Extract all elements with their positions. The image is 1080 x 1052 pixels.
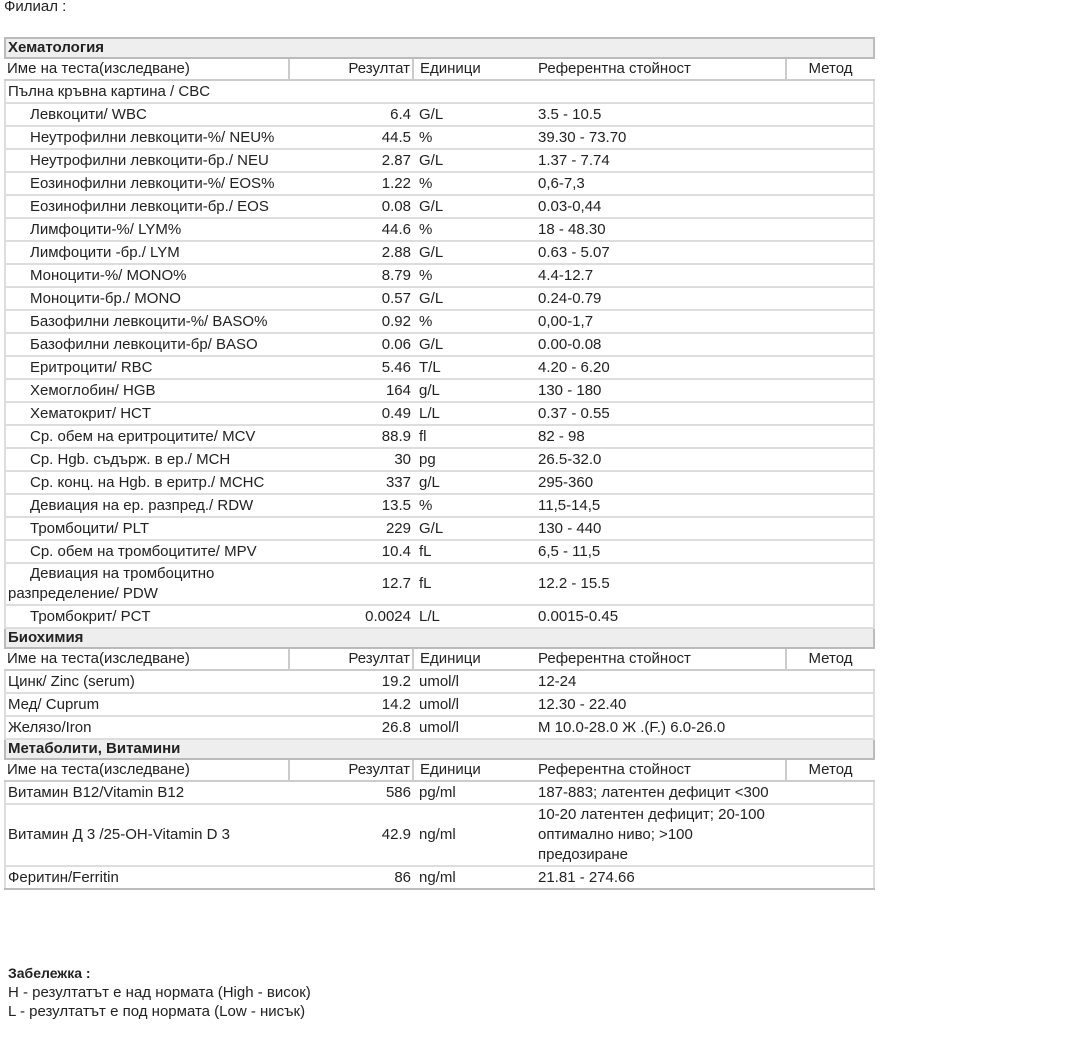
test-units: % — [413, 310, 536, 333]
table-row — [5, 356, 874, 379]
test-units: % — [413, 126, 536, 149]
test-name: Еозинофилни левкоцити-%/ EOS% — [5, 172, 289, 195]
column-header-units: Единици — [413, 648, 536, 670]
test-result: 42.9 — [289, 804, 413, 866]
table-row — [5, 494, 874, 517]
test-name: Моноцити-%/ MONO% — [5, 264, 289, 287]
test-units: umol/l — [413, 670, 536, 693]
test-reference: 6,5 - 11,5 — [536, 540, 786, 563]
test-name: Ср. конц. на Hgb. в еритр./ MCHC — [5, 471, 289, 494]
test-reference: 39.30 - 73.70 — [536, 126, 786, 149]
test-reference: 0,6-7,3 — [536, 172, 786, 195]
test-reference: 130 - 180 — [536, 379, 786, 402]
test-method — [786, 716, 874, 739]
test-name: Витамин B12/Vitamin B12 — [5, 781, 289, 804]
column-header-units: Единици — [413, 58, 536, 80]
test-name: Базофилни левкоцити-%/ BASO% — [5, 310, 289, 333]
test-result: 5.46 — [289, 356, 413, 379]
test-reference: 4.4-12.7 — [536, 264, 786, 287]
test-method — [786, 693, 874, 716]
note-line-high: H - резултатът е над нормата (High - висок) — [8, 984, 311, 1001]
table-row — [5, 804, 874, 866]
test-units: fL — [413, 563, 536, 605]
table-row — [5, 781, 874, 804]
test-units: G/L — [413, 333, 536, 356]
test-units: fL — [413, 540, 536, 563]
section-title: Хематология — [5, 38, 874, 58]
test-result: 337 — [289, 471, 413, 494]
test-result: 164 — [289, 379, 413, 402]
test-name: Витамин Д 3 /25-OH-Vitamin D 3 — [5, 804, 289, 866]
test-name: Желязо/Iron — [5, 716, 289, 739]
note-title: Забележка : — [8, 965, 91, 981]
test-reference: 82 - 98 — [536, 425, 786, 448]
test-result: 44.6 — [289, 218, 413, 241]
table-row — [5, 471, 874, 494]
test-result: 14.2 — [289, 693, 413, 716]
test-method — [786, 804, 874, 866]
note — [8, 964, 311, 1021]
test-name: Феритин/Ferritin — [5, 866, 289, 889]
test-name: Ср. обем на еритроцитите/ MCV — [5, 425, 289, 448]
table-row — [5, 241, 874, 264]
test-method — [786, 866, 874, 889]
test-method — [786, 264, 874, 287]
test-method — [786, 448, 874, 471]
section-title: Метаболити, Витамини — [5, 739, 874, 759]
test-name: Цинк/ Zinc (serum) — [5, 670, 289, 693]
test-reference: 0.37 - 0.55 — [536, 402, 786, 425]
table-row — [5, 218, 874, 241]
test-units: umol/l — [413, 693, 536, 716]
column-header-row — [5, 58, 874, 80]
test-units — [413, 80, 536, 103]
table-row — [5, 80, 874, 103]
test-reference: 295-360 — [536, 471, 786, 494]
test-result — [289, 80, 413, 103]
test-method — [786, 517, 874, 540]
test-reference: 0.24-0.79 — [536, 287, 786, 310]
test-method — [786, 80, 874, 103]
table-row — [5, 448, 874, 471]
test-result: 0.57 — [289, 287, 413, 310]
test-reference: M 10.0-28.0 Ж .(F.) 6.0-26.0 — [536, 716, 786, 739]
test-result: 2.87 — [289, 149, 413, 172]
test-name: Еритроцити/ RBC — [5, 356, 289, 379]
test-reference: 1.37 - 7.74 — [536, 149, 786, 172]
section-header — [5, 38, 874, 58]
test-name: Мед/ Cuprum — [5, 693, 289, 716]
column-header-method: Метод — [786, 648, 874, 670]
test-units: G/L — [413, 241, 536, 264]
test-result: 10.4 — [289, 540, 413, 563]
column-header-row — [5, 759, 874, 781]
test-units: L/L — [413, 402, 536, 425]
test-reference: 0.0015-0.45 — [536, 605, 786, 628]
test-method — [786, 605, 874, 628]
test-reference: 187-883; латентен дефицит <300 — [536, 781, 786, 804]
test-method — [786, 425, 874, 448]
test-units: g/L — [413, 471, 536, 494]
test-reference: 21.81 - 274.66 — [536, 866, 786, 889]
test-result: 0.08 — [289, 195, 413, 218]
table-row — [5, 149, 874, 172]
test-name: Хематокрит/ HCT — [5, 402, 289, 425]
table-row — [5, 402, 874, 425]
test-method — [786, 402, 874, 425]
test-name: Тромбоцити/ PLT — [5, 517, 289, 540]
test-units: umol/l — [413, 716, 536, 739]
column-header-name: Име на теста(изследване) — [5, 648, 289, 670]
test-result: 26.8 — [289, 716, 413, 739]
test-method — [786, 781, 874, 804]
test-units: G/L — [413, 103, 536, 126]
table-row — [5, 333, 874, 356]
test-result: 1.22 — [289, 172, 413, 195]
test-name: Моноцити-бр./ MONO — [5, 287, 289, 310]
section-header — [5, 739, 874, 759]
test-name: Неутрофилни левкоцити-%/ NEU% — [5, 126, 289, 149]
test-method — [786, 287, 874, 310]
test-reference: 26.5-32.0 — [536, 448, 786, 471]
test-reference: 4.20 - 6.20 — [536, 356, 786, 379]
test-units: G/L — [413, 195, 536, 218]
test-units: pg/ml — [413, 781, 536, 804]
test-method — [786, 379, 874, 402]
test-result: 229 — [289, 517, 413, 540]
test-method — [786, 540, 874, 563]
test-name: Тромбокрит/ PCT — [5, 605, 289, 628]
test-result: 0.49 — [289, 402, 413, 425]
test-result: 12.7 — [289, 563, 413, 605]
column-header-result: Резултат — [289, 58, 413, 80]
test-result: 19.2 — [289, 670, 413, 693]
test-result: 2.88 — [289, 241, 413, 264]
table-row — [5, 287, 874, 310]
test-result: 0.0024 — [289, 605, 413, 628]
column-header-reference: Референтна стойност — [536, 648, 786, 670]
test-reference: 130 - 440 — [536, 517, 786, 540]
table-row — [5, 866, 874, 889]
test-reference: 11,5-14,5 — [536, 494, 786, 517]
test-method — [786, 333, 874, 356]
test-result: 0.06 — [289, 333, 413, 356]
test-reference: 0.03-0,44 — [536, 195, 786, 218]
test-method — [786, 563, 874, 605]
table-row — [5, 310, 874, 333]
test-method — [786, 195, 874, 218]
test-result: 6.4 — [289, 103, 413, 126]
column-header-reference: Референтна стойност — [536, 759, 786, 781]
test-method — [786, 218, 874, 241]
column-header-row — [5, 648, 874, 670]
section-header — [5, 628, 874, 648]
test-result: 88.9 — [289, 425, 413, 448]
test-reference: 0.00-0.08 — [536, 333, 786, 356]
test-result: 44.5 — [289, 126, 413, 149]
branch-label: Филиал : — [4, 0, 67, 15]
test-name: Еозинофилни левкоцити-бр./ EOS — [5, 195, 289, 218]
test-reference — [536, 80, 786, 103]
test-units: G/L — [413, 149, 536, 172]
test-result: 8.79 — [289, 264, 413, 287]
column-header-result: Резултат — [289, 648, 413, 670]
test-reference: 12.30 - 22.40 — [536, 693, 786, 716]
test-units: pg — [413, 448, 536, 471]
test-units: % — [413, 218, 536, 241]
table-row — [5, 540, 874, 563]
test-method — [786, 670, 874, 693]
test-name: Ср. обем на тромбоцитите/ MPV — [5, 540, 289, 563]
column-header-method: Метод — [786, 759, 874, 781]
table-row — [5, 670, 874, 693]
test-reference: 12.2 - 15.5 — [536, 563, 786, 605]
test-method — [786, 494, 874, 517]
test-reference: 10-20 латентен дефицит; 20-100 оптимално ниво; >100 предозиране — [536, 804, 786, 866]
test-result: 586 — [289, 781, 413, 804]
table-row — [5, 716, 874, 739]
test-reference: 3.5 - 10.5 — [536, 103, 786, 126]
test-reference: 0,00-1,7 — [536, 310, 786, 333]
column-header-method: Метод — [786, 58, 874, 80]
note-line-low: L - резултатът е под нормата (Low - нисък) — [8, 1003, 306, 1020]
test-name: Девиация на тромбоцитно разпределение/ PDW — [5, 563, 289, 605]
test-reference: 18 - 48.30 — [536, 218, 786, 241]
table-row — [5, 517, 874, 540]
test-method — [786, 241, 874, 264]
test-name: Хемоглобин/ HGB — [5, 379, 289, 402]
test-method — [786, 310, 874, 333]
test-units: % — [413, 172, 536, 195]
table-row — [5, 379, 874, 402]
test-name: Лимфоцити-%/ LYM% — [5, 218, 289, 241]
test-name: Пълна кръвна картина / CBC — [5, 80, 289, 103]
test-units: ng/ml — [413, 804, 536, 866]
table-row — [5, 693, 874, 716]
test-name: Неутрофилни левкоцити-бр./ NEU — [5, 149, 289, 172]
column-header-result: Резултат — [289, 759, 413, 781]
section-title: Биохимия — [5, 628, 874, 648]
column-header-reference: Референтна стойност — [536, 58, 786, 80]
table-row — [5, 425, 874, 448]
test-name: Девиация на ер. разпред./ RDW — [5, 494, 289, 517]
test-method — [786, 172, 874, 195]
test-result: 30 — [289, 448, 413, 471]
test-method — [786, 356, 874, 379]
test-units: L/L — [413, 605, 536, 628]
column-header-units: Единици — [413, 759, 536, 781]
test-units: fl — [413, 425, 536, 448]
test-method — [786, 103, 874, 126]
table-row — [5, 563, 874, 605]
table-row — [5, 264, 874, 287]
test-reference: 0.63 - 5.07 — [536, 241, 786, 264]
test-name: Базофилни левкоцити-бр/ BASO — [5, 333, 289, 356]
test-name: Лимфоцити -бр./ LYM — [5, 241, 289, 264]
test-method — [786, 471, 874, 494]
results-table — [4, 37, 875, 890]
test-method — [786, 126, 874, 149]
test-name: Ср. Hgb. съдърж. в ер./ MCH — [5, 448, 289, 471]
table-row — [5, 195, 874, 218]
table-row — [5, 605, 874, 628]
test-units: ng/ml — [413, 866, 536, 889]
test-method — [786, 149, 874, 172]
table-row — [5, 103, 874, 126]
test-units: T/L — [413, 356, 536, 379]
test-units: % — [413, 264, 536, 287]
column-header-name: Име на теста(изследване) — [5, 58, 289, 80]
test-result: 86 — [289, 866, 413, 889]
test-units: G/L — [413, 517, 536, 540]
test-units: g/L — [413, 379, 536, 402]
test-result: 13.5 — [289, 494, 413, 517]
test-result: 0.92 — [289, 310, 413, 333]
test-reference: 12-24 — [536, 670, 786, 693]
column-header-name: Име на теста(изследване) — [5, 759, 289, 781]
test-units: G/L — [413, 287, 536, 310]
test-units: % — [413, 494, 536, 517]
test-name: Левкоцити/ WBC — [5, 103, 289, 126]
table-row — [5, 172, 874, 195]
table-row — [5, 126, 874, 149]
